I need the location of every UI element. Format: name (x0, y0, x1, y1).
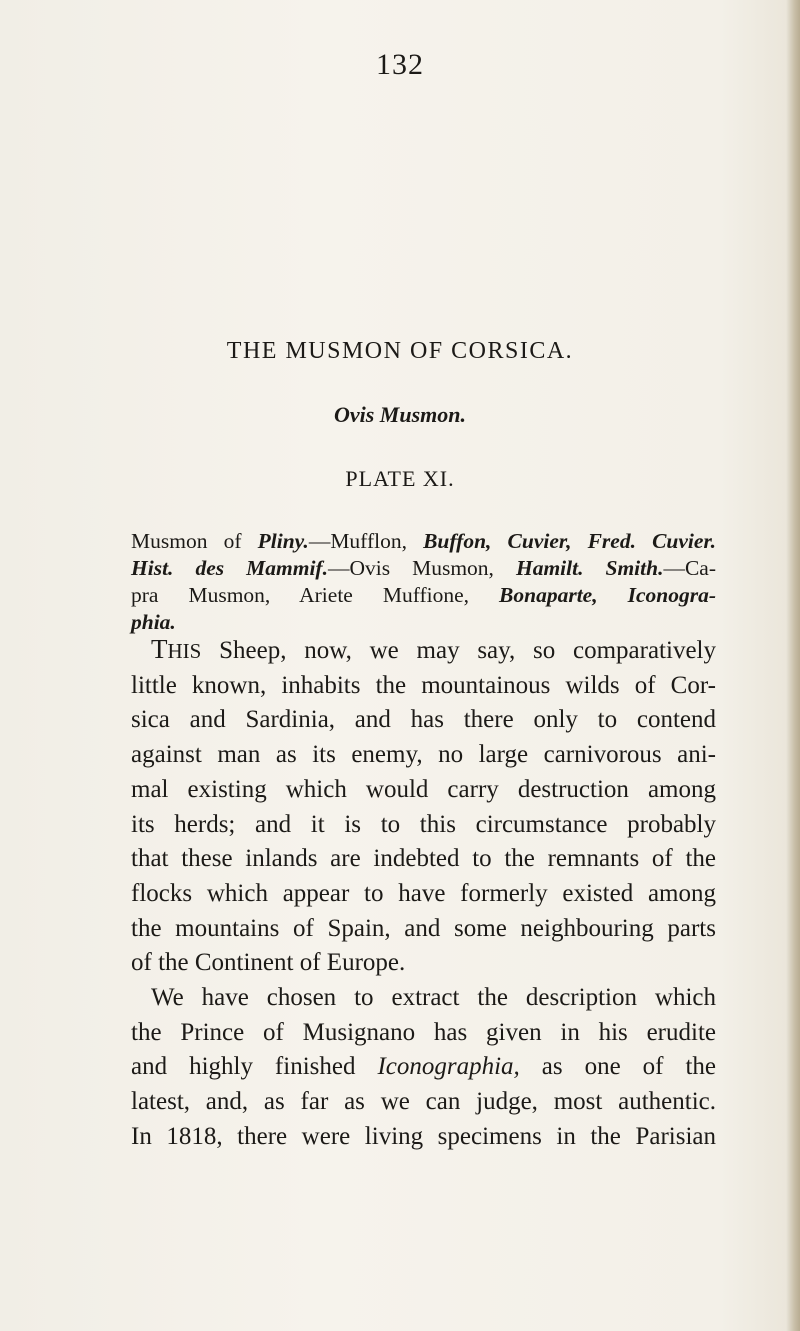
synonymy-line: Hist. des Mammif.—Ovis Musmon, Hamilt. Smith.—Ca- (131, 556, 716, 580)
synonymy-block (131, 528, 716, 636)
paragraph-line: its herds; and it is to this circumstance probably (131, 810, 716, 838)
paragraph-line: of the Continent of Europe. (131, 949, 406, 977)
synonymy-line: Musmon of Pliny.—Mufflon, Buffon, Cuvier, Fred. Cuvier. (131, 529, 716, 553)
paragraph-line: and highly finished Iconographia, as one of the (131, 1053, 716, 1081)
page-number: 132 (376, 48, 424, 81)
chapter-title: THE MUSMON OF CORSICA. (226, 338, 574, 364)
paragraph-line: little known, inhabits the mountainous wilds of Cor- (131, 671, 716, 699)
paragraph-line: against man as its enemy, no large carnivorous ani- (131, 741, 716, 769)
paragraph-line: We have chosen to extract the description which (151, 984, 716, 1012)
paragraph-line: latest, and, as far as we can judge, most authentic. (131, 1088, 716, 1116)
paragraph-line: the mountains of Spain, and some neighbouring parts (131, 914, 716, 942)
species-name: Ovis Musmon. (333, 402, 467, 427)
paragraph-line: that these inlands are indebted to the remnants of the (131, 845, 716, 873)
paragraph-line: the Prince of Musignano has given in his erudite (131, 1018, 716, 1046)
page-edge-shadow (786, 0, 800, 1331)
synonymy-line: phia. (131, 610, 176, 634)
plate-reference: PLATE XI. (345, 466, 455, 491)
paragraph-line: THIS Sheep, now, we may say, so comparatively (151, 634, 716, 664)
synonymy-line: pra Musmon, Ariete Muffione, Bonaparte, Iconogra- (131, 583, 716, 607)
body-text (131, 632, 716, 1155)
paragraph-line: In 1818, there were living specimens in the Parisian (131, 1122, 716, 1150)
paragraph-line: flocks which appear to have formerly existed among (131, 879, 716, 907)
paragraph-line: mal existing which would carry destruction among (131, 775, 716, 803)
paragraph-line: sica and Sardinia, and has there only to contend (131, 706, 716, 734)
